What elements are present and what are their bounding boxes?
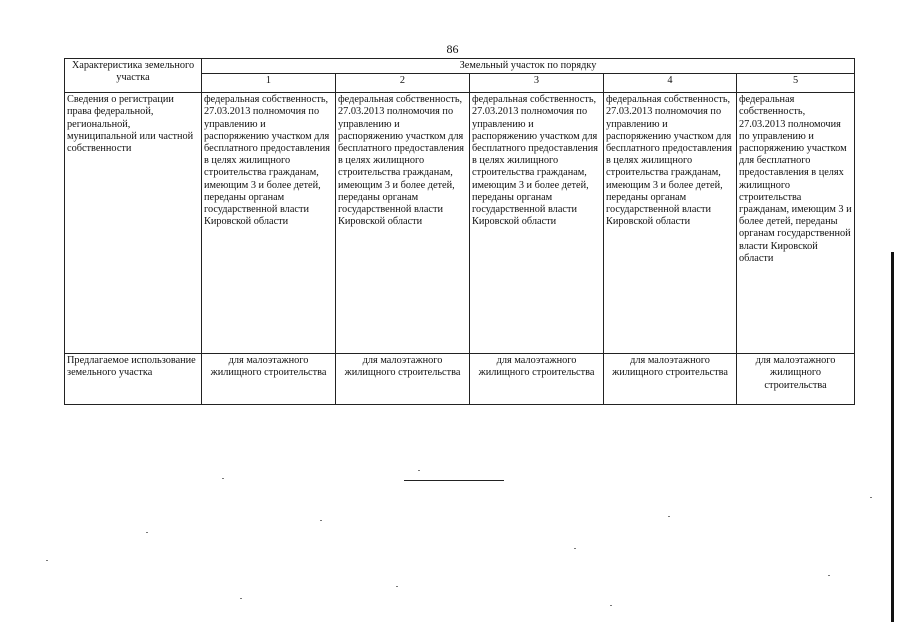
registration-cell-1: федеральная собственность, 27.03.2013 полномочия по управлению и распоряжению участком для бесплатного предоставления в целях жилищного строительства гражданам, имеющим 3 и более детей, переданы органам государственной власти Кировской области <box>202 93 336 354</box>
usage-cell-5: для малоэтажного жилищного строительства <box>737 354 855 405</box>
column-number-5: 5 <box>737 74 855 93</box>
table-header-row <box>65 59 855 74</box>
registration-cell-3: федеральная собственность, 27.03.2013 полномочия по управлению и распоряжению участком для бесплатного предоставления в целях жилищного строительства гражданам, имеющим 3 и более детей, переданы органам государственной власти Кировской области <box>470 93 604 354</box>
usage-cell-3: для малоэтажного жилищного строительства <box>470 354 604 405</box>
registration-cell-2: федеральная собственность, 27.03.2013 полномочия по управлению и распоряжению участком для бесплатного предоставления в целях жилищного строительства гражданам, имеющим 3 и более детей, переданы органам государственной власти Кировской области <box>336 93 470 354</box>
land-plot-table <box>64 58 855 405</box>
column-number-2: 2 <box>336 74 470 93</box>
registration-cell-4: федеральная собственность, 27.03.2013 полномочия по управлению и распоряжению участком для бесплатного предоставления в целях жилищного строительства гражданам, имеющим 3 и более детей, переданы органам государственной власти Кировской области <box>604 93 737 354</box>
page-number: 86 <box>446 42 459 56</box>
column-number-1: 1 <box>202 74 336 93</box>
registration-cell-5: федеральная собственность, 27.03.2013 полномочия по управлению и распоряжению участком для бесплатного предоставления в целях жилищного строительства гражданам, имеющим 3 и более детей, переданы органам государственной власти Кировской области <box>737 93 855 354</box>
header-plot-group: Земельный участок по порядку <box>202 59 855 74</box>
scan-edge-mark <box>891 252 894 622</box>
column-number-3: 3 <box>470 74 604 93</box>
usage-cell-2: для малоэтажного жилищного строительства <box>336 354 470 405</box>
row-label-registration: Сведения о регистрации права федеральной, региональной, муниципальной или частной собственности <box>65 93 202 354</box>
row-label-usage: Предлагаемое использование земельного участка <box>65 354 202 405</box>
table-row <box>65 354 855 405</box>
header-characteristic: Характеристика земельного участка <box>65 59 202 93</box>
usage-cell-4: для малоэтажного жилищного строительства <box>604 354 737 405</box>
column-number-4: 4 <box>604 74 737 93</box>
table-row <box>65 93 855 354</box>
section-divider-line <box>404 480 504 481</box>
usage-cell-1: для малоэтажного жилищного строительства <box>202 354 336 405</box>
